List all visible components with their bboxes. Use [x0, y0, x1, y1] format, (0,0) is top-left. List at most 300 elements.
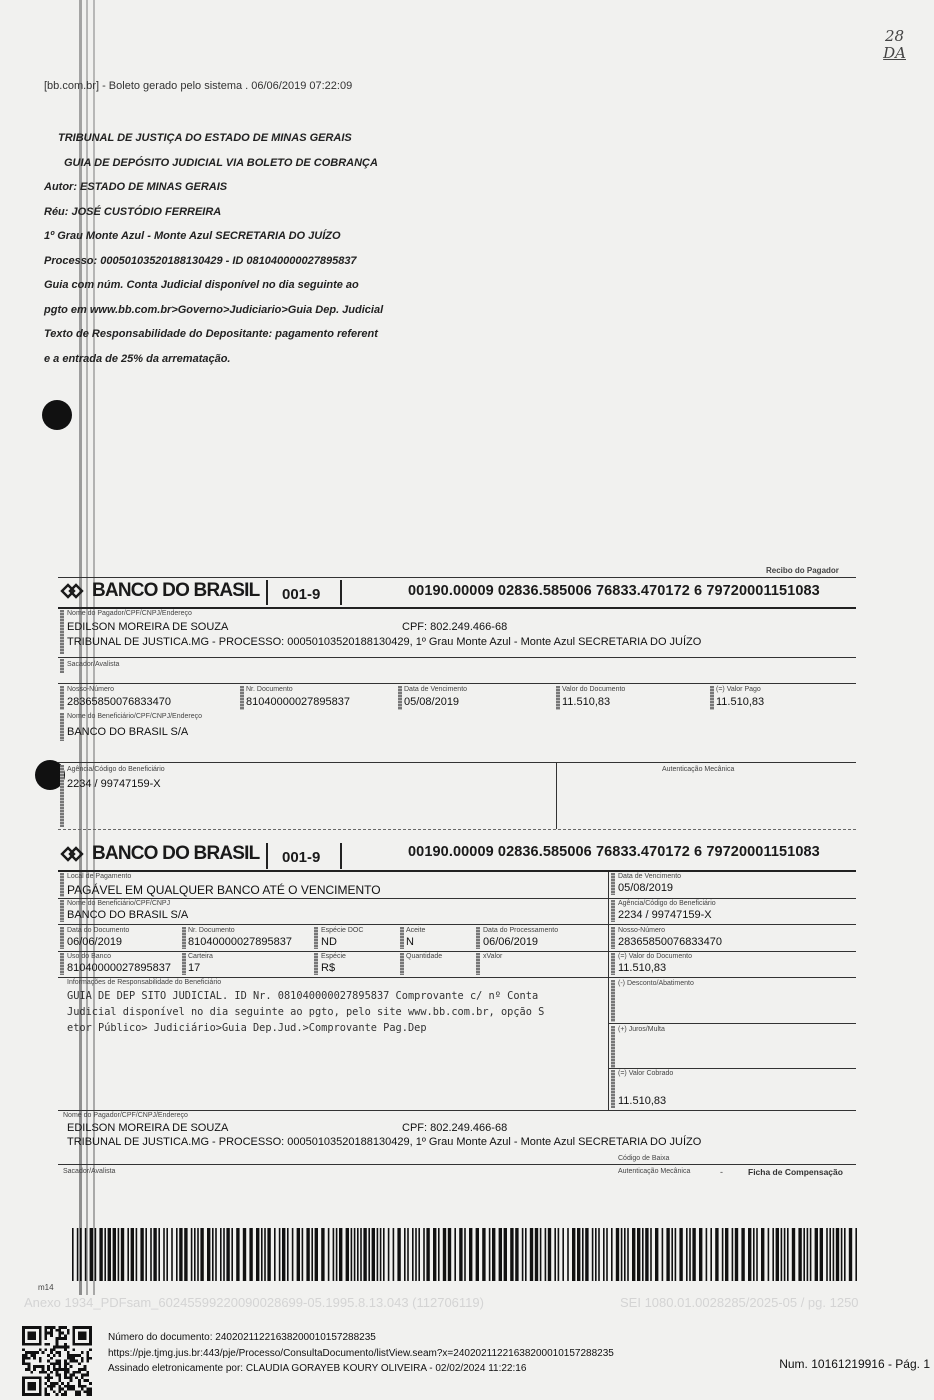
qr-module [28, 1351, 31, 1354]
barcode-bar [611, 1228, 613, 1281]
qr-module [28, 1385, 31, 1388]
barcode [72, 1228, 862, 1281]
qr-module [67, 1368, 70, 1371]
qr-module [75, 1343, 78, 1346]
nosso-numero: 28365850076833470 [67, 696, 172, 708]
qr-module [72, 1357, 75, 1360]
nr-documento: 81040000027895837 [246, 696, 351, 708]
qr-module [58, 1365, 61, 1368]
barcode-bar [306, 1228, 309, 1281]
qr-module [28, 1332, 31, 1335]
barcode-caption: m14 [38, 1283, 54, 1292]
barcode-bar [772, 1228, 774, 1281]
bank-code: 001-9 [282, 586, 321, 603]
qr-module [33, 1393, 36, 1396]
qr-module [67, 1382, 70, 1385]
barcode-bar [756, 1228, 758, 1281]
qr-module [84, 1337, 87, 1340]
qr-module [33, 1332, 36, 1335]
barcode-bar [311, 1228, 313, 1281]
barcode-bar [443, 1228, 446, 1281]
qr-module [53, 1348, 56, 1351]
barcode-bar [844, 1228, 846, 1281]
field-label: Data do Processamento [483, 927, 559, 934]
guide-line: Réu: JOSÉ CUSTÓDIO FERREIRA [44, 205, 222, 218]
qr-module [44, 1334, 47, 1337]
barcode-bar [692, 1228, 695, 1281]
payer-cpf: CPF: 802.249.466-68 [402, 621, 508, 633]
barcode-bar [525, 1228, 527, 1281]
qr-module [78, 1371, 81, 1374]
guide-line: Processo: 00050103520188130429 - ID 081040000027895837 [44, 254, 357, 267]
qr-module [36, 1376, 39, 1379]
valor-cobrado: 11.510,83 [618, 1095, 667, 1107]
qr-module [86, 1388, 89, 1391]
barcode-bar [388, 1228, 390, 1281]
qr-module [72, 1371, 75, 1374]
qr-module [50, 1334, 53, 1337]
barcode-bar [220, 1228, 222, 1281]
qr-module [56, 1382, 59, 1385]
qr-module [89, 1334, 92, 1337]
qr-module [58, 1385, 61, 1388]
barcode-bar [699, 1228, 702, 1281]
field-label: Autenticação Mecânica [662, 766, 735, 773]
field-label: Nome do Beneficiário/CPF/CNPJ [67, 900, 171, 907]
qr-module [78, 1385, 81, 1388]
field-label: Espécie [321, 953, 346, 960]
qr-module [64, 1337, 67, 1340]
qr-module [81, 1360, 84, 1363]
qr-module [78, 1379, 81, 1382]
qr-module [64, 1368, 67, 1371]
barcode-bar [499, 1228, 502, 1281]
qr-module [81, 1374, 84, 1377]
qr-module [47, 1385, 50, 1388]
field-label: Nosso-Número [618, 927, 666, 934]
barcode-bar [616, 1228, 619, 1281]
qr-module [81, 1343, 84, 1346]
field-label: Nr. Documento [246, 686, 293, 693]
barcode-bar [163, 1228, 165, 1281]
barcode-bar [776, 1228, 779, 1281]
qr-module [61, 1368, 64, 1371]
qr-module [86, 1374, 89, 1377]
barcode-bar [380, 1228, 382, 1281]
qr-module [58, 1368, 61, 1371]
barcode-bar [815, 1228, 818, 1281]
qr-module [72, 1332, 75, 1335]
barcode-bar [357, 1228, 359, 1281]
barcode-bar [328, 1228, 330, 1281]
barcode-bar [336, 1228, 338, 1281]
qr-module [72, 1354, 75, 1357]
barcode-bar [585, 1228, 588, 1281]
qr-module [50, 1332, 53, 1335]
qr-module [64, 1346, 67, 1349]
barcode-bar [686, 1228, 688, 1281]
data-documento: 06/06/2019 [67, 936, 123, 948]
qr-module [58, 1388, 61, 1391]
field-label: Data do Documento [67, 927, 130, 934]
guide-line: TRIBUNAL DE JUSTIÇA DO ESTADO DE MINAS GERAIS [58, 132, 352, 144]
qr-module [53, 1346, 56, 1349]
qr-module [22, 1348, 25, 1351]
qr-module [58, 1354, 61, 1357]
qr-module [75, 1371, 78, 1374]
qr-module [39, 1334, 42, 1337]
qr-module [42, 1351, 45, 1354]
qr-module [61, 1393, 64, 1396]
field-label: Carteira [188, 953, 213, 960]
field-label: (=) Valor Cobrado [618, 1070, 674, 1077]
qr-module [86, 1326, 89, 1329]
qr-module [64, 1334, 67, 1337]
nosso-numero: 28365850076833470 [618, 936, 723, 948]
qr-module [84, 1332, 87, 1335]
qr-module [39, 1388, 42, 1391]
footer-info [108, 1330, 614, 1377]
qr-module [50, 1382, 53, 1385]
qr-module [42, 1368, 45, 1371]
barcode-bar [662, 1228, 664, 1281]
barcode-bar [577, 1228, 580, 1281]
barcode-bar [510, 1228, 513, 1281]
barcode-bar [572, 1228, 575, 1281]
barcode-bar [803, 1228, 805, 1281]
qr-module [36, 1351, 39, 1354]
qr-module [28, 1337, 31, 1340]
barcode-bar [267, 1228, 270, 1281]
qr-module [89, 1357, 92, 1360]
qr-module [84, 1368, 87, 1371]
qr-module [47, 1379, 50, 1382]
qr-module [47, 1393, 50, 1396]
qr-module [56, 1368, 59, 1371]
field-label: Uso do Banco [67, 953, 111, 960]
valor-documento: 11.510,83 [618, 962, 667, 974]
barcode-bar [504, 1228, 507, 1281]
qr-module [22, 1376, 25, 1379]
agencia: 2234 / 99747159-X [67, 778, 161, 790]
qr-module [44, 1376, 47, 1379]
qr-module [28, 1393, 31, 1396]
qr-module [64, 1348, 67, 1351]
qr-module [70, 1385, 73, 1388]
beneficiario: BANCO DO BRASIL S/A [67, 726, 189, 738]
barcode-bar [418, 1228, 420, 1281]
barcode-bar [675, 1228, 677, 1281]
barcode-bar [582, 1228, 584, 1281]
qr-module [22, 1390, 25, 1393]
barcode-bar [108, 1228, 111, 1281]
barcode-bar [236, 1228, 239, 1281]
barcode-bar [315, 1228, 318, 1281]
barcode-bar [482, 1228, 485, 1281]
field-label: Código de Baixa [618, 1155, 670, 1162]
qr-module [84, 1379, 87, 1382]
qr-module [28, 1382, 31, 1385]
barcode-bar [459, 1228, 462, 1281]
barcode-bar [836, 1228, 839, 1281]
field-label: Data de Vencimento [618, 873, 682, 880]
qr-module [81, 1385, 84, 1388]
barcode-bar [624, 1228, 626, 1281]
barcode-bar [333, 1228, 335, 1281]
vencimento: 05/08/2019 [618, 882, 674, 894]
field-label: Data de Vencimento [404, 686, 468, 693]
qr-module [84, 1334, 87, 1337]
field-label: Agência/Código do Beneficiário [67, 766, 165, 773]
qr-module [64, 1385, 67, 1388]
qr-module [39, 1382, 42, 1385]
punch-hole [42, 400, 72, 430]
barcode-bar [627, 1228, 629, 1281]
field-label: (=) Valor Pago [716, 686, 761, 693]
qr-module [81, 1376, 84, 1379]
qr-module [33, 1334, 36, 1337]
barcode-bar [761, 1228, 764, 1281]
barcode-bar [666, 1228, 669, 1281]
barcode-bar [412, 1228, 414, 1281]
qr-module [25, 1326, 28, 1329]
field-label: Aceite [406, 927, 426, 934]
qr-module [75, 1354, 78, 1357]
field-label: (=) Valor do Documento [618, 953, 692, 960]
qr-module [70, 1379, 73, 1382]
qr-module [39, 1329, 42, 1332]
qr-module [61, 1382, 64, 1385]
qr-module [58, 1351, 61, 1354]
qr-module [47, 1376, 50, 1379]
qr-module [30, 1385, 33, 1388]
barcode-bar [655, 1228, 658, 1281]
barcode-bar [735, 1228, 738, 1281]
qr-module [39, 1340, 42, 1343]
qr-module [42, 1365, 45, 1368]
qr-module [84, 1374, 87, 1377]
qr-module [89, 1390, 92, 1393]
qr-module [64, 1390, 67, 1393]
qr-module [22, 1326, 25, 1329]
bank-code: 001-9 [282, 849, 321, 866]
qr-module [61, 1337, 64, 1340]
qr-module [75, 1360, 78, 1363]
qr-module [44, 1393, 47, 1396]
barcode-bar [448, 1228, 451, 1281]
qr-module [22, 1357, 25, 1360]
qr-module [22, 1340, 25, 1343]
qr-module [78, 1362, 81, 1365]
qr-module [58, 1337, 61, 1340]
qr-module [89, 1388, 92, 1391]
local-pagamento: PAGÁVEL EM QUALQUER BANCO ATÉ O VENCIMENTO [67, 883, 381, 897]
qr-module [30, 1337, 33, 1340]
qr-module [47, 1326, 50, 1329]
qr-module [56, 1374, 59, 1377]
field-label: (-) Desconto/Abatimento [618, 980, 694, 987]
qr-module [89, 1343, 92, 1346]
qr-module [53, 1354, 56, 1357]
qr-module [78, 1334, 81, 1337]
qr-module [70, 1360, 73, 1363]
qr-module [47, 1354, 50, 1357]
qr-module [58, 1360, 61, 1363]
field-label: Agência/Código do Beneficiário [618, 900, 716, 907]
qr-module [75, 1393, 78, 1396]
bank-logo: BANCO DO BRASIL [60, 580, 259, 602]
qr-module [39, 1393, 42, 1396]
qr-module [72, 1329, 75, 1332]
qr-module [25, 1393, 28, 1396]
barcode-bar [595, 1228, 597, 1281]
qr-module [86, 1379, 89, 1382]
nr-documento: 81040000027895837 [188, 936, 293, 948]
separator: - [720, 1167, 723, 1177]
receipt-title: Recibo do Pagador [766, 566, 839, 575]
barcode-bar [433, 1228, 436, 1281]
qr-module [22, 1343, 25, 1346]
qr-module [39, 1326, 42, 1329]
bank-logo: BANCO DO BRASIL [60, 843, 259, 865]
barcode-bar [393, 1228, 395, 1281]
barcode-bar [562, 1228, 564, 1281]
qr-module [72, 1343, 75, 1346]
qr-module [70, 1365, 73, 1368]
qr-module [28, 1376, 31, 1379]
qr-module [47, 1368, 50, 1371]
qr-module [67, 1351, 70, 1354]
qr-module [67, 1346, 70, 1349]
qr-module [56, 1351, 59, 1354]
qr-module [64, 1362, 67, 1365]
field-label: (+) Juros/Multa [618, 1026, 665, 1033]
qr-module [81, 1368, 84, 1371]
barcode-bar [372, 1228, 375, 1281]
qr-module [30, 1376, 33, 1379]
qr-module [56, 1393, 59, 1396]
barcode-bar [829, 1228, 831, 1281]
signature-line: Assinado eletronicamente por: CLAUDIA GORAYEB KOURY OLIVEIRA - 02/02/2024 11:22:16 [108, 1363, 527, 1374]
qr-module [58, 1332, 61, 1335]
guide-line: Texto de Responsabilidade do Depositante: pagamento referent [44, 328, 378, 340]
qr-module [56, 1362, 59, 1365]
barcode-bar [85, 1228, 87, 1281]
qr-module [64, 1360, 67, 1363]
qr-module [44, 1326, 47, 1329]
qr-module [64, 1393, 67, 1396]
barcode-bar [826, 1228, 828, 1281]
qr-module [70, 1376, 73, 1379]
deposit-guide-text [44, 126, 464, 371]
barcode-bar [515, 1228, 518, 1281]
qr-module [39, 1376, 42, 1379]
qr-module [30, 1371, 33, 1374]
barcode-bar [261, 1228, 263, 1281]
qr-module [22, 1337, 25, 1340]
qr-module [22, 1379, 25, 1382]
qr-module [39, 1337, 42, 1340]
qr-module [44, 1371, 47, 1374]
boleto-header: [bb.com.br] - Boleto gerado pelo sistema . 06/06/2019 07:22:09 [44, 80, 353, 92]
qr-module [39, 1371, 42, 1374]
field-label: Sacador/Avalista [63, 1168, 116, 1175]
barcode-bar [360, 1228, 362, 1281]
qr-module [78, 1393, 81, 1396]
barcode-bar [404, 1228, 406, 1281]
qr-module [78, 1326, 81, 1329]
qr-module [36, 1326, 39, 1329]
qr-module [67, 1362, 70, 1365]
valor-pago: 11.510,83 [716, 696, 765, 708]
barcode-bar [650, 1228, 652, 1281]
qr-module [72, 1388, 75, 1391]
qr-module [67, 1388, 70, 1391]
qr-module [33, 1385, 36, 1388]
qr-module [39, 1385, 42, 1388]
field-label: Nome do Pagador/CPF/CNPJ/Endereço [67, 610, 192, 617]
barcode-bar [426, 1228, 429, 1281]
barcode-bar [95, 1228, 97, 1281]
qr-module [67, 1354, 70, 1357]
qr-module [39, 1365, 42, 1368]
qr-module [30, 1332, 33, 1335]
qr-module [28, 1388, 31, 1391]
barcode-bar [243, 1228, 246, 1281]
qr-module [86, 1371, 89, 1374]
qr-module [89, 1348, 92, 1351]
document-url[interactable]: https://pje.tjmg.jus.br:443/pje/Processo/ConsultaDocumento/listView.seam?x=24020211221638200010157288235 [108, 1347, 614, 1359]
qr-module [78, 1343, 81, 1346]
barcode-bar [223, 1228, 225, 1281]
barcode-bar [207, 1228, 210, 1281]
qr-module [22, 1332, 25, 1335]
barcode-bar [131, 1228, 134, 1281]
barcode-bar [158, 1228, 160, 1281]
qr-module [44, 1388, 47, 1391]
barcode-bar [184, 1228, 187, 1281]
barcode-bar [176, 1228, 178, 1281]
barcode-bar [423, 1228, 425, 1281]
payer-address: TRIBUNAL DE JUSTICA.MG - PROCESSO: 00050103520188130429, 1º Grau Monte Azul - Monte Azul SECRETARIA DO JUÍZO [67, 1136, 702, 1148]
guide-line: 1º Grau Monte Azul - Monte Azul SECRETARIA DO JUÍZO [44, 230, 341, 242]
barcode-bar [522, 1228, 524, 1281]
barcode-bar [592, 1228, 594, 1281]
barcode-bar [689, 1228, 691, 1281]
barcode-bar [179, 1228, 182, 1281]
qr-module [64, 1343, 67, 1346]
barcode-bar [637, 1228, 640, 1281]
qr-module [64, 1371, 67, 1374]
qr-module [53, 1368, 56, 1371]
qr-module [84, 1390, 87, 1393]
barcode-bar [212, 1228, 214, 1281]
qr-module [53, 1365, 56, 1368]
qr-module [64, 1365, 67, 1368]
qr-module [70, 1357, 73, 1360]
guide-line: e a entrada de 25% da arrematação. [44, 352, 231, 365]
qr-module [28, 1357, 31, 1360]
barcode-bar [127, 1228, 129, 1281]
barcode-bar [77, 1228, 79, 1281]
barcode-bar [606, 1228, 608, 1281]
qr-module [64, 1374, 67, 1377]
qr-module [67, 1332, 70, 1335]
qr-module [89, 1340, 92, 1343]
qr-module [25, 1354, 28, 1357]
barcode-bar [282, 1228, 285, 1281]
beneficiary-instructions: GUIA DE DEP SITO JUDICIAL. ID Nr. 081040000027895837 Comprovante c/ nº Conta Judicial disponível no dia seguinte ao pgto, pelo site www.bb.com.br, opção S etor Público> Judiciário>Guia Dep.Jud.>Comprovante Pag.Dep [67, 990, 545, 1034]
